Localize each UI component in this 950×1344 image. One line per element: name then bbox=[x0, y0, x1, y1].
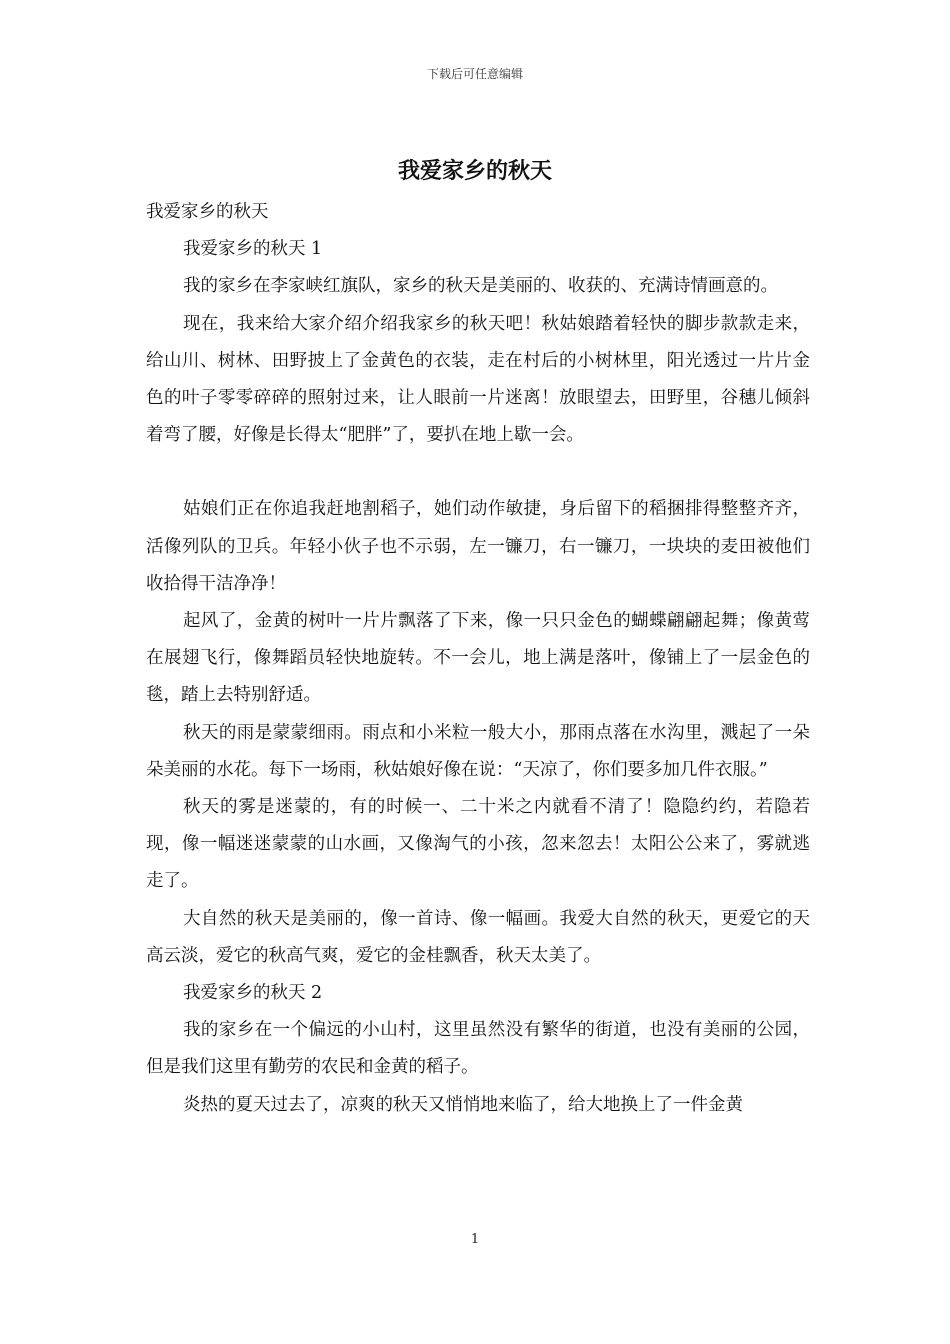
paragraph: 大自然的秋天是美丽的，像一首诗、像一幅画。我爱大自然的秋天，更爱它的天高云淡，爱它的秋高气爽，爱它的金桂飘香，秋天太美了。 bbox=[146, 908, 810, 966]
document-body bbox=[146, 194, 810, 1124]
paragraph: 我的家乡在一个偏远的小山村，这里虽然没有繁华的街道，也没有美丽的公园，但是我们这里有勤劳的农民和金黄的稻子。 bbox=[146, 1020, 810, 1078]
paragraph: 姑娘们正在你追我赶地割稻子，她们动作敏捷，身后留下的稻捆排得整整齐齐，活像列队的卫兵。年轻小伙子也不示弱，左一镰刀，右一镰刀，一块块的麦田被他们收拾得干洁净净！ bbox=[146, 499, 810, 594]
paragraph-gap bbox=[146, 454, 810, 491]
page-number: 1 bbox=[470, 1232, 480, 1247]
paragraph: 起风了，金黄的树叶一片片飘落了下来，像一只只金色的蝴蝶翩翩起舞；像黄莺在展翅飞行，像舞蹈员轻快地旋转。不一会儿，地上满是落叶，像铺上了一层金色的毯，踏上去特别舒适。 bbox=[146, 611, 810, 706]
section-heading-2: 我爱家乡的秋天 2 bbox=[183, 983, 323, 1004]
document-title: 我爱家乡的秋天 bbox=[397, 158, 552, 184]
section-heading-1: 我爱家乡的秋天 1 bbox=[183, 239, 323, 260]
paragraph: 秋天的雨是蒙蒙细雨。雨点和小米粒一般大小，那雨点落在水沟里，溅起了一朵朵美丽的水花。每下一场雨，秋姑娘好像在说：“天凉了，你们要多加几件衣服。” bbox=[146, 722, 810, 780]
page-header-note: 下载后可任意编辑 bbox=[426, 67, 523, 81]
paragraph: 现在，我来给大家介绍介绍我家乡的秋天吧！秋姑娘踏着轻快的脚步款款走来，给山川、树林、田野披上了金黄色的衣装，走在村后的小树林里，阳光透过一片片金色的叶子零零碎碎的照射过来，让人眼前一片迷离！放眼望去，田野里，谷穗儿倾斜着弯了腰，好像是长得太“肥胖”了，要扒在地上歇一会。 bbox=[146, 313, 810, 446]
paragraph: 炎热的夏天过去了，凉爽的秋天又悄悄地来临了，给大地换上了一件金黄 bbox=[183, 1094, 743, 1115]
paragraph: 秋天的雾是迷蒙的，有的时候一、二十米之内就看不清了！隐隐约约，若隐若现，像一幅迷迷蒙蒙的山水画，又像淘气的小孩，忽来忽去！太阳公公来了，雾就逃走了。 bbox=[146, 797, 810, 892]
document-subtitle: 我爱家乡的秋天 bbox=[146, 202, 269, 222]
paragraph: 我的家乡在李家峡红旗队，家乡的秋天是美丽的、收获的、充满诗情画意的。 bbox=[183, 276, 778, 297]
